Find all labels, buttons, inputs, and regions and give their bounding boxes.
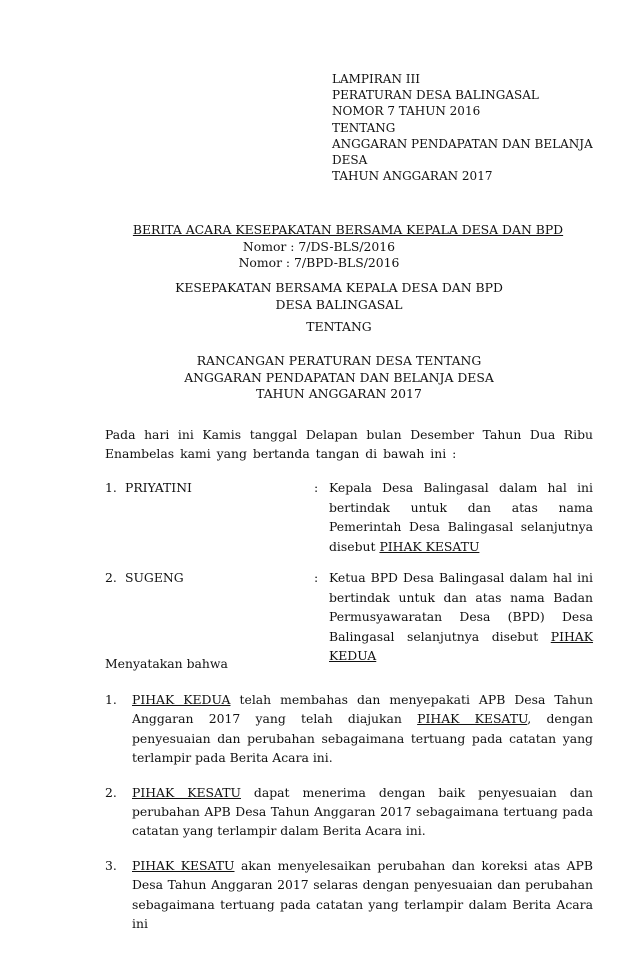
clause-body: telah membahas dan menyepakati APB Desa Tahun Anggaran 2017 yang telah diajukan (132, 692, 593, 727)
party-description (329, 478, 593, 556)
party-description (329, 568, 593, 666)
clause-item (105, 856, 593, 934)
clause-subject: PIHAK KESATU (132, 784, 241, 800)
party-name: PRIYATINI (125, 480, 192, 495)
clause-number: 3. (105, 857, 117, 873)
clause-item (105, 690, 593, 768)
appendix-line: NOMOR 7 TAHUN 2016 (332, 104, 481, 119)
party-number: 1. (105, 480, 117, 495)
document-number-village: Nomor : 7/DS-BLS/2016 (242, 238, 396, 254)
clause-subject: PIHAK KESATU (132, 857, 235, 873)
declaration-label: Menyatakan bahwa (105, 656, 228, 671)
clause-list (105, 690, 593, 948)
subject-line: KESEPAKATAN BERSAMA KEPALA DESA DAN BPD (175, 280, 503, 295)
party-colon: : (314, 570, 319, 585)
clause-number: 2. (105, 784, 117, 800)
appendix-line: ANGGARAN PENDAPATAN DAN BELANJA DESA (332, 136, 593, 168)
regulation-title (0, 353, 638, 403)
document-heading (0, 222, 638, 272)
clause-item (105, 783, 593, 841)
party-colon: : (314, 480, 319, 495)
party-description-text: Ketua BPD Desa Balingasal dalam hal ini bertindak untuk dan atas nama Badan Permusyawaratan Desa (BPD) Desa Balingasal selanjutnya disebut (329, 570, 593, 644)
clause-body: dapat menerima dengan baik penyesuaian dan perubahan APB Desa Tahun Anggaran 2017 sebagaimana tertuang pada catatan yang terlampir dalam Berita Acara ini. (132, 784, 593, 839)
agreement-subject (0, 280, 638, 313)
clause-reference: PIHAK KESATU (417, 711, 528, 727)
clause-body-end: , dengan penyesuaian dan perubahan sebagaimana tertuang pada catatan yang terlampir pada Berita Acara ini. (132, 711, 594, 766)
clause-text (132, 856, 593, 934)
intro-paragraph: Pada hari ini Kamis tanggal Delapan bulan Desember Tahun Dua Ribu Enambelas kami yang bertanda tangan di bawah ini : (105, 427, 593, 461)
appendix-line: TENTANG (332, 120, 396, 135)
clause-subject: PIHAK KEDUA (132, 692, 231, 707)
party-description-text: Kepala Desa Balingasal dalam hal ini bertindak untuk dan atas nama Pemerintah Desa Balingasal selanjutnya disebut (329, 480, 593, 554)
clause-text (132, 690, 593, 768)
tentang-label: TENTANG (306, 319, 372, 334)
document-number-bpd: Nomor : 7/BPD-BLS/2016 (238, 255, 400, 270)
regulation-line: ANGGARAN PENDAPATAN DAN BELANJA DESA (184, 369, 494, 385)
subject-line: DESA BALINGASAL (275, 296, 403, 312)
party-role: PIHAK KESATU (379, 538, 480, 554)
appendix-header (332, 71, 594, 184)
regulation-line: TAHUN ANGGARAN 2017 (256, 386, 422, 401)
appendix-line: TAHUN ANGGARAN 2017 (332, 169, 493, 184)
clause-number: 1. (105, 692, 117, 707)
clause-text (132, 783, 593, 841)
party-number: 2. (105, 570, 117, 585)
document-title: BERITA ACARA KESEPAKATAN BERSAMA KEPALA DESA DAN BPD (132, 222, 564, 237)
clause-body: akan menyelesaikan perubahan dan koreksi atas APB Desa Tahun Anggaran 2017 selaras dengan penyesuaian dan perubahan sebagaimana tertuang pada catatan yang terlampir dalam Berita Acara ini (132, 857, 593, 932)
appendix-line: LAMPIRAN III (332, 72, 420, 86)
party-name: SUGENG (125, 570, 184, 585)
party-role: PIHAK KEDUA (329, 628, 593, 664)
appendix-line: PERATURAN DESA BALINGASAL (332, 88, 539, 103)
regulation-line: RANCANGAN PERATURAN DESA TENTANG (196, 353, 482, 368)
